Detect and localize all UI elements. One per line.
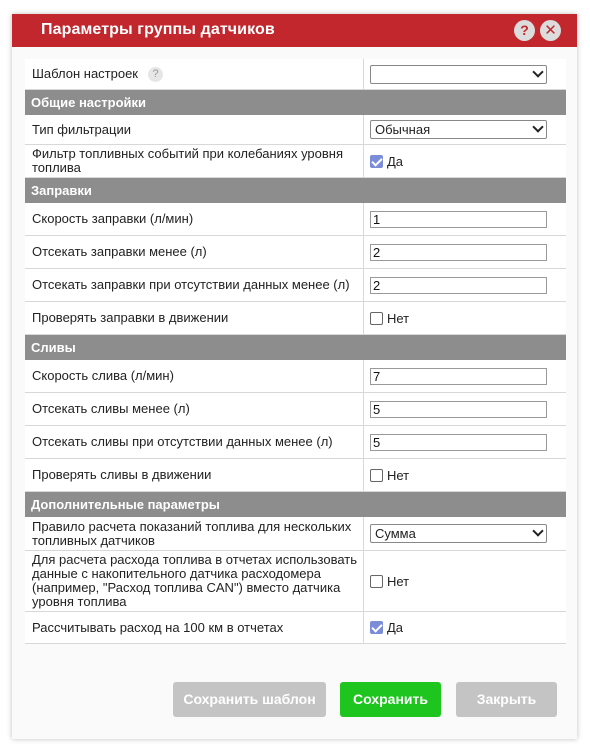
per100-label: Рассчитывать расход на 100 км в отчетах (25, 612, 364, 643)
per100-row (25, 612, 566, 644)
drain-motion-checkbox-label: Нет (387, 467, 410, 483)
fuel-filter-checkbox-label: Да (387, 153, 404, 169)
can-checkbox-label: Нет (387, 573, 410, 589)
section-extra: Дополнительные параметры (25, 492, 566, 517)
template-select[interactable] (370, 65, 547, 84)
filling-min-label: Отсекать заправки менее (л) (25, 236, 364, 268)
template-row (25, 59, 566, 90)
filter-type-label: Тип фильтрации (25, 115, 364, 144)
calc-rule-label: Правило расчета показаний топлива для нескольких топливных датчиков (25, 517, 364, 550)
can-label: Для расчета расхода топлива в отчетах использовать данные с накопительного датчика расходомера (например, "Расход топлива CAN") вместо датчика уровня топлива (25, 551, 364, 611)
fuel-filter-row (25, 145, 566, 178)
chevron-down-icon (532, 66, 543, 77)
filling-motion-checkbox-label: Нет (387, 310, 410, 326)
can-checkbox[interactable] (370, 575, 383, 588)
calc-rule-select[interactable]: Сумма (370, 524, 547, 543)
filling-motion-label: Проверять заправки в движении (25, 302, 364, 334)
filling-nodata-row (25, 269, 566, 302)
save-button[interactable]: Сохранить (340, 682, 441, 717)
drain-speed-row (25, 360, 566, 393)
sensor-group-dialog (12, 14, 577, 739)
drain-motion-label: Проверять сливы в движении (25, 459, 364, 491)
drain-nodata-input[interactable] (370, 434, 547, 451)
drain-motion-checkbox[interactable] (370, 469, 383, 482)
settings-table (25, 59, 566, 644)
filling-speed-row (25, 203, 566, 236)
dialog-title: Параметры группы датчиков (41, 21, 275, 38)
drain-speed-label: Скорость слива (л/мин) (25, 360, 364, 392)
filling-nodata-input[interactable] (370, 277, 547, 294)
close-icon[interactable]: ✕ (540, 20, 561, 41)
drain-min-label: Отсекать сливы менее (л) (25, 393, 364, 425)
per100-checkbox[interactable] (370, 621, 383, 634)
drain-speed-input[interactable] (370, 368, 547, 385)
can-row (25, 551, 566, 612)
filling-speed-label: Скорость заправки (л/мин) (25, 203, 364, 235)
filling-min-input[interactable] (370, 244, 547, 261)
drain-min-input[interactable] (370, 401, 547, 418)
chevron-down-icon (532, 121, 543, 132)
section-general: Общие настройки (25, 90, 566, 115)
per100-checkbox-label: Да (387, 620, 404, 635)
filling-nodata-label: Отсекать заправки при отсутствии данных менее (л) (25, 269, 364, 301)
dialog-titlebar (12, 14, 577, 47)
help-icon[interactable]: ? (148, 67, 163, 82)
filling-motion-checkbox[interactable] (370, 312, 383, 325)
section-fillings: Заправки (25, 178, 566, 203)
filling-motion-row (25, 302, 566, 335)
filter-type-select[interactable]: Обычная (370, 120, 547, 139)
drain-motion-row (25, 459, 566, 492)
filling-speed-input[interactable] (370, 211, 547, 228)
fuel-filter-label: Фильтр топливных событий при колебаниях уровня топлива (25, 145, 364, 177)
filter-type-row (25, 115, 566, 145)
filling-min-row (25, 236, 566, 269)
drain-nodata-label: Отсекать сливы при отсутствии данных менее (л) (25, 426, 364, 458)
close-button[interactable]: Закрыть (456, 682, 557, 717)
section-drains: Сливы (25, 335, 566, 360)
save-template-button[interactable]: Сохранить шаблон (173, 682, 326, 717)
drain-nodata-row (25, 426, 566, 459)
calc-rule-row (25, 517, 566, 551)
chevron-down-icon (532, 525, 543, 536)
template-label: Шаблон настроек (32, 66, 138, 81)
drain-min-row (25, 393, 566, 426)
help-button[interactable]: ? (514, 20, 535, 41)
fuel-filter-checkbox[interactable] (370, 155, 383, 168)
